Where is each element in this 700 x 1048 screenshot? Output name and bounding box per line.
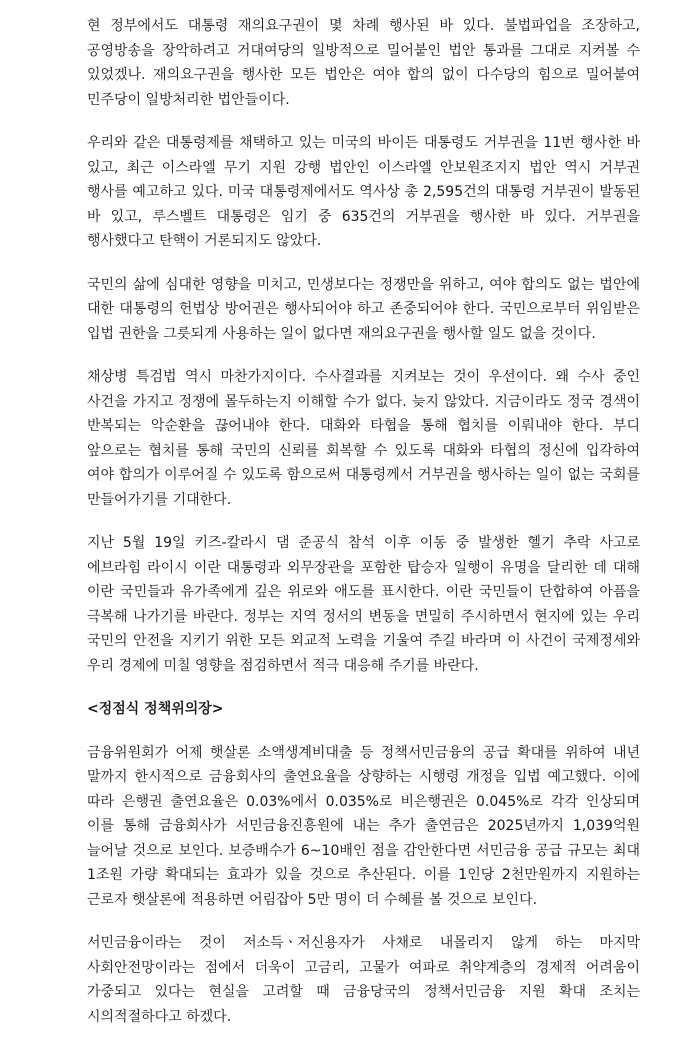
paragraph-special-prosecutor: 채상병 특검법 역시 마찬가지이다. 수사결과를 지켜보는 것이 우선이다. 왜 수사 중인 사건을 가지고 정쟁에 몰두하는지 이해할 수가 없다. 늦지 않았다. 지금이라도 정국 경색이 반복되는 악순환을 끊어내야 한다. 대화와 타협을 통해 협치를 이뤄내야 한다. 부디 앞으로는 협치를 통해 국민의 신뢰를 회복할 수 있도록 대화와 타협의 정신에 입각하여 여야 합의가 이루어질 수 있도록 함으로써 대통령께서 거부권을 행사하는 일이 없는 국회를 만들어가기를 기대한다. [87,369,640,508]
document-body [87,14,640,1048]
section-heading: <정점식 정책위의장> [87,701,224,717]
paragraph-us-veto: 우리와 같은 대통령제를 채택하고 있는 미국의 바이든 대통령도 거부권을 11번 행사한 바 있고, 최근 이스라엘 무기 지원 강행 법안인 이스라엘 안보원조지지 법안 역시 거부권 행사를 예고하고 있다. 미국 대통령제에서도 역사상 총 2,595건의 대통령 거부권이 발동된 바 있고, 루스벨트 대통령은 임기 중 635건의 거부권을 행사한 바 있다. 거부권을 행사했다고 탄핵이 거론되지도 않았다. [87,135,640,249]
paragraph-safety-net: 서민금융이라는 것이 저소득ㆍ저신용자가 사채로 내몰리지 않게 하는 마지막 사회안전망이라는 점에서 더욱이 고금리, 고물가 여파로 취약계층의 경제적 어려움이 가중되고 있다는 현실을 고려할 때 금융당국의 정책서민금융 지원 확대 조치는 시의적절하다고 하겠다. [87,935,640,1025]
paragraph-iran-condolence: 지난 5월 19일 키즈-칼라시 댐 준공식 참석 이후 이동 중 발생한 헬기 추락 사고로 에브라힘 라이시 이란 대통령과 외무장관을 포함한 탑승자 일행이 유명을 달리한 데 대해 이란 국민들과 유가족에게 깊은 위로와 애도를 표시한다. 이란 국민들이 단합하여 아픔을 극복해 나가기를 바란다. 정부는 지역 정서의 변동을 면밀히 주시하면서 현지에 있는 우리 국민의 안전을 지키기 위한 모든 외교적 노력을 기울여 주길 바라며 이 사건이 국제정세와 우리 경제에 미칠 영향을 점검하면서 적극 대응해 주기를 바란다. [87,535,640,674]
paragraph-veto-history: 현 정부에서도 대통령 재의요구권이 몇 차례 행사된 바 있다. 불법파업을 조장하고, 공영방송을 장악하려고 거대여당의 일방적으로 밀어붙인 법안 통과를 그대로 지켜볼 수 있었겠나. 재의요구권을 행사한 모든 법안은 여야 합의 없이 다수당의 힘으로 밀어붙여 민주당이 일방처리한 법안들이다. [87,18,640,108]
paragraph-financial-policy: 금융위원회가 어제 햇살론 소액생계비대출 등 정책서민금융의 공급 확대를 위하여 내년 말까지 한시적으로 금융회사의 출연요율을 상향하는 시행령 개정을 입법 예고했다. 이에 따라 은행권 출연요율은 0.03%에서 0.035%로 비은행권은 0.045%로 각각 인상되며 이를 통해 금융회사가 서민금융진흥원에 내는 추가 출연금은 2025년까지 1,039억원 늘어날 것으로 보인다. 보증배수가 6~10배인 점을 감안한다면 서민금융 공급 규모는 최대 1조원 가량 확대되는 효과가 있을 것으로 추산된다. 이를 1인당 2천만원까지 지원하는 근로자 햇살론에 적용하면 어림잡아 5만 명이 더 수혜를 볼 것으로 보인다. [87,744,640,908]
paragraph-defense-right: 국민의 삶에 심대한 영향을 미치고, 민생보다는 정쟁만을 위하고, 여야 합의도 없는 법안에 대한 대통령의 헌법상 방어권은 행사되어야 하고 존중되어야 한다. 국민으로부터 위임받은 입법 권한을 그릇되게 사용하는 일이 없다면 재의요구권을 행사할 일도 없을 것이다. [87,276,640,342]
